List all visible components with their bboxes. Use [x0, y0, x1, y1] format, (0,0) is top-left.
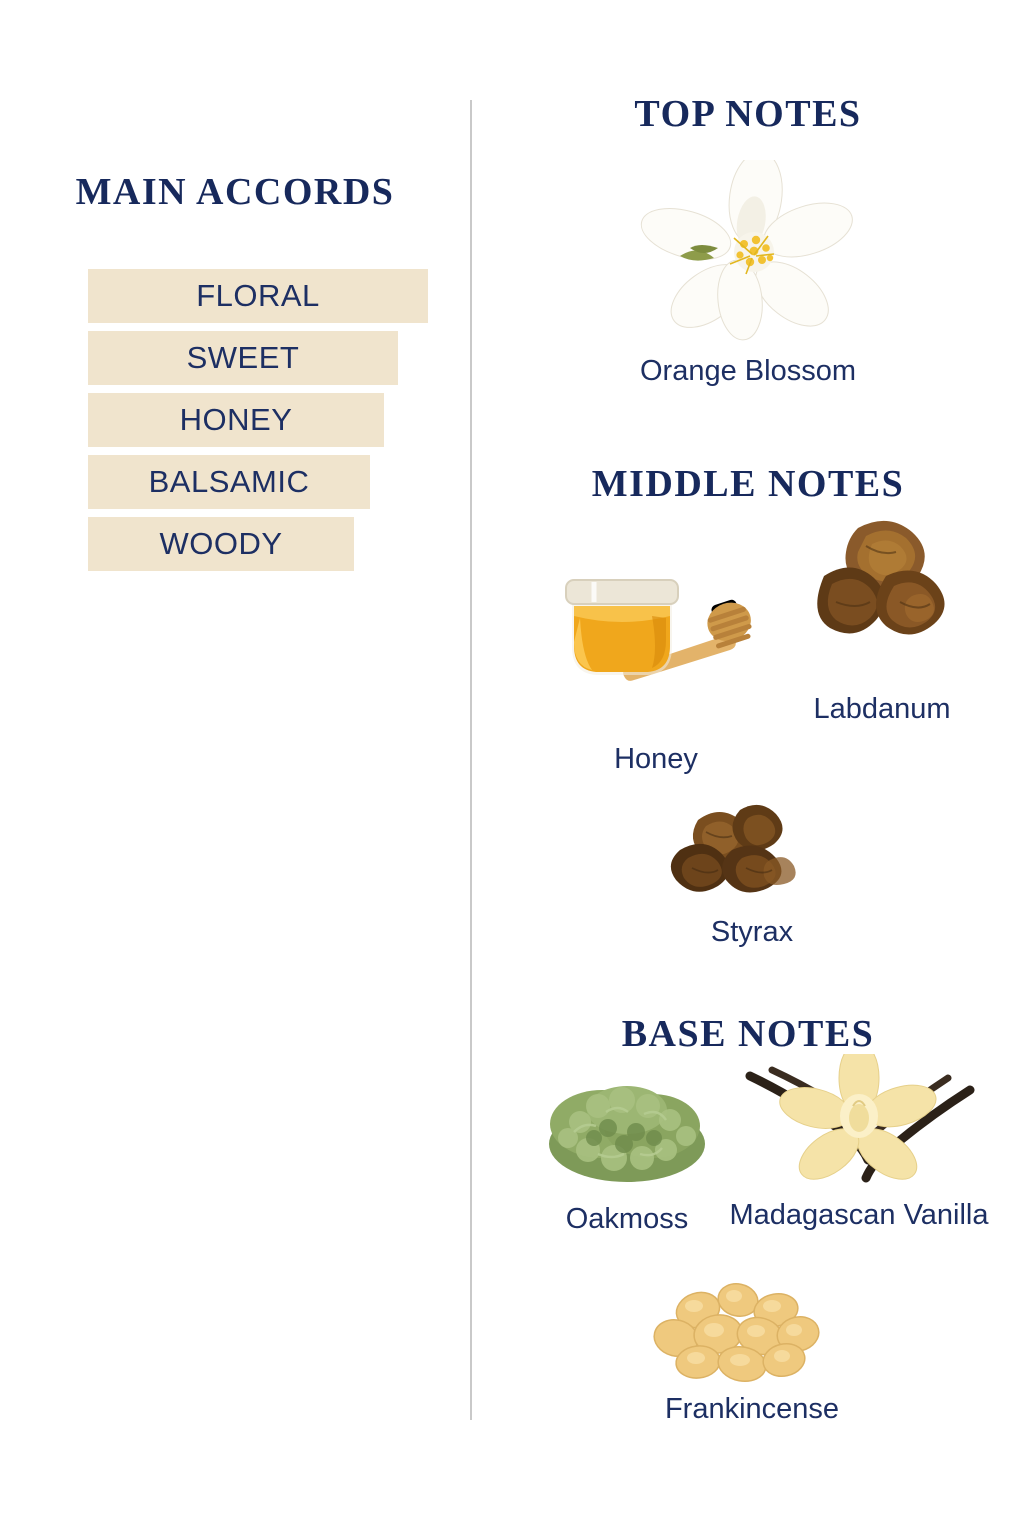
note-styrax — [632, 798, 872, 950]
note-oakmoss — [502, 1066, 752, 1237]
middle-notes-title: MIDDLE NOTES — [591, 463, 905, 505]
orange-blossom-flower-icon — [598, 160, 898, 350]
note-frankincense — [602, 1280, 902, 1427]
accord-row — [0, 455, 470, 509]
accord-bar-honey — [88, 393, 384, 447]
note-labdanum — [762, 510, 1002, 727]
labdanum-resin-icon — [762, 510, 1002, 690]
accord-label: FLORAL — [196, 278, 320, 313]
accord-bar-sweet — [88, 331, 398, 385]
accord-label: HONEY — [179, 402, 293, 437]
accord-list — [0, 269, 470, 571]
note-caption: Honey — [614, 743, 698, 775]
main-accords-title: MAIN ACCORDS — [75, 171, 395, 213]
accord-label: WOODY — [159, 526, 283, 561]
accord-bar-woody — [88, 517, 354, 571]
accord-label: BALSAMIC — [148, 464, 310, 499]
note-caption: Styrax — [710, 916, 794, 948]
base-notes-title: BASE NOTES — [621, 1013, 875, 1055]
note-caption: Madagascan Vanilla — [729, 1199, 989, 1231]
note-caption: Orange Blossom — [640, 355, 856, 387]
top-notes-title: TOP NOTES — [634, 93, 862, 135]
styrax-resin-icon — [632, 798, 872, 913]
note-madagascan-vanilla — [724, 1054, 994, 1233]
notes-panel — [472, 0, 1024, 1536]
vanilla-flower-icon — [724, 1054, 994, 1194]
note-honey — [516, 520, 796, 777]
main-accords-panel — [0, 170, 470, 579]
accord-bar-floral — [88, 269, 428, 323]
accord-row — [0, 269, 470, 323]
frankincense-resin-icon — [602, 1280, 902, 1390]
note-orange-blossom — [598, 160, 898, 389]
note-caption: Labdanum — [813, 693, 951, 725]
oakmoss-icon — [502, 1066, 752, 1196]
accord-bar-balsamic — [88, 455, 370, 509]
accord-row — [0, 331, 470, 385]
accord-row — [0, 393, 470, 447]
accord-label: SWEET — [186, 340, 300, 375]
accord-row — [0, 517, 470, 571]
honey-jar-icon — [516, 520, 796, 740]
note-caption: Oakmoss — [565, 1203, 689, 1235]
note-caption: Frankincense — [664, 1393, 840, 1425]
